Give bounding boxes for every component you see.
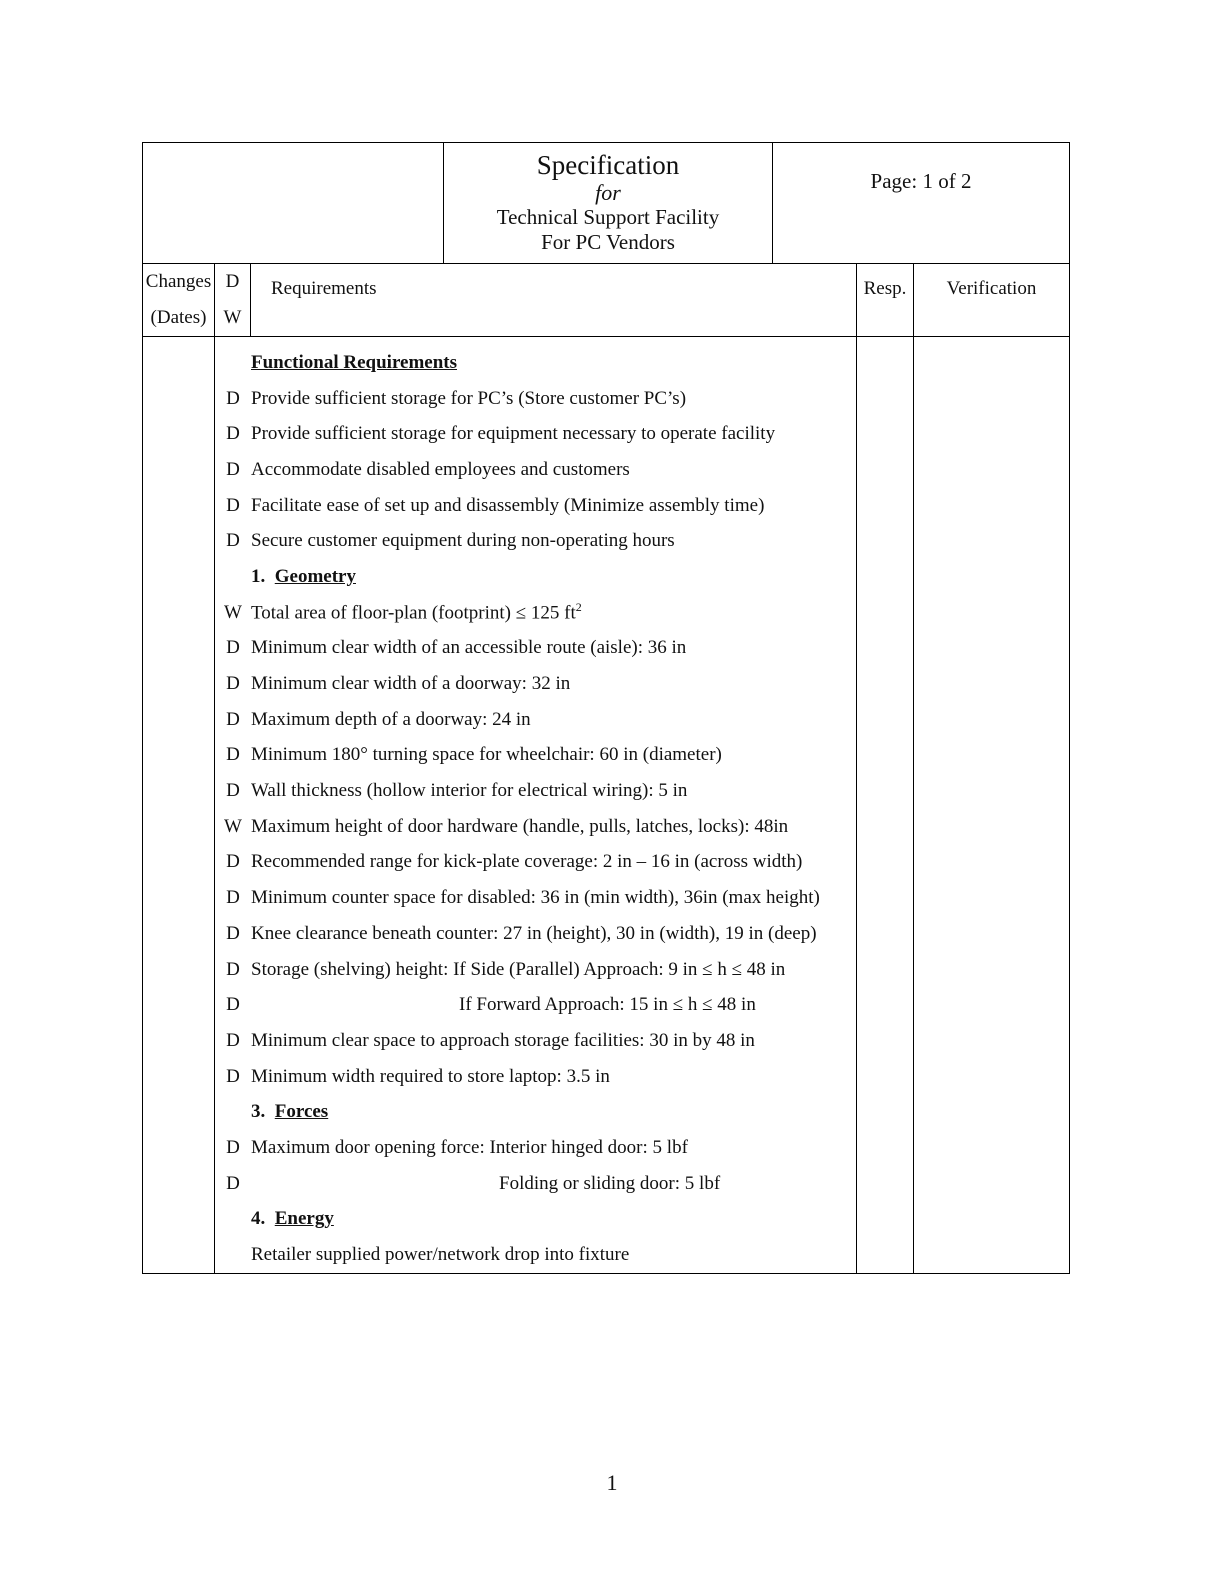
requirement-row — [215, 845, 856, 881]
section-number: 4. — [251, 1208, 275, 1230]
requirement-text — [251, 637, 856, 659]
requirement-row — [215, 1059, 856, 1095]
requirement-text — [251, 1066, 856, 1088]
dw-mark: W — [224, 815, 242, 837]
section-number: 1. — [251, 565, 275, 587]
requirement-text — [251, 459, 856, 481]
requirement-label: Minimum clear space to approach storage facilities: 30 in by 48 in — [251, 1029, 755, 1051]
requirement-text — [251, 1137, 856, 1159]
section-heading — [215, 1202, 856, 1238]
dw-mark: W — [224, 601, 242, 623]
dw-mark: D — [226, 530, 240, 552]
spec-header — [142, 142, 1070, 264]
superscript: 2 — [575, 600, 582, 615]
section-label: Functional Requirements — [251, 351, 458, 373]
requirement-row — [215, 809, 856, 845]
requirement-label: Storage (shelving) height: If Side (Parallel) Approach: 9 in ≤ h ≤ 48 in — [251, 958, 786, 980]
dw-mark: D — [226, 887, 240, 909]
section-heading — [215, 559, 856, 595]
header-blank-cell — [143, 143, 444, 263]
requirements-list — [215, 337, 856, 1273]
dw-mark: D — [226, 673, 240, 695]
spec-sheet — [142, 142, 1070, 1274]
requirement-label: Minimum clear width of a doorway: 32 in — [251, 673, 571, 695]
col-w-label: W — [223, 307, 242, 328]
requirements-column — [215, 337, 857, 1273]
requirement-label: Total area of floor-plan (footprint) ≤ 125 ft — [251, 602, 576, 624]
dw-mark: D — [226, 851, 240, 873]
requirement-label: Folding or sliding door: 5 lbf — [499, 1172, 721, 1194]
dw-mark: D — [226, 958, 240, 980]
resp-column — [857, 337, 914, 1273]
col-changes-header — [143, 264, 215, 336]
dw-mark: D — [226, 744, 240, 766]
requirement-row — [215, 488, 856, 524]
column-headers — [142, 264, 1070, 337]
requirement-text — [251, 1030, 856, 1052]
requirements-body — [142, 337, 1070, 1274]
requirement-text — [251, 994, 856, 1016]
requirement-row — [215, 880, 856, 916]
section-heading — [215, 345, 856, 381]
dw-mark: D — [226, 1065, 240, 1087]
dw-mark: D — [226, 1029, 240, 1051]
requirement-row — [215, 416, 856, 452]
requirement-label: Maximum height of door hardware (handle, pulls, latches, locks): 48in — [251, 815, 789, 837]
requirement-row — [215, 381, 856, 417]
dw-mark: D — [226, 1172, 240, 1194]
spec-subtitle-2: For PC Vendors — [541, 230, 675, 254]
requirement-label: Secure customer equipment during non-operating hours — [251, 530, 675, 552]
requirement-text — [251, 600, 856, 624]
dw-mark: D — [226, 780, 240, 802]
requirement-label: Provide sufficient storage for equipment necessary to operate facility — [251, 423, 776, 445]
requirement-text — [251, 959, 856, 981]
requirement-label: Minimum counter space for disabled: 36 in (min width), 36in (max height) — [251, 887, 820, 909]
requirement-row — [215, 773, 856, 809]
section-number: 3. — [251, 1101, 275, 1123]
dw-mark: D — [226, 387, 240, 409]
requirement-label: Minimum width required to store laptop: 3.5 in — [251, 1065, 610, 1087]
requirement-text — [251, 816, 856, 838]
requirement-label: Provide sufficient storage for PC’s (Store customer PC’s) — [251, 387, 687, 409]
requirement-label: Minimum 180° turning space for wheelchair: 60 in (diameter) — [251, 744, 722, 766]
section-heading — [215, 1094, 856, 1130]
requirement-row — [215, 631, 856, 667]
requirement-label: Minimum clear width of an accessible route (aisle): 36 in — [251, 637, 687, 659]
requirement-text — [251, 530, 856, 552]
requirement-text — [251, 887, 856, 909]
dw-mark: D — [226, 423, 240, 445]
requirement-label: Recommended range for kick-plate coverage: 2 in – 16 in (across width) — [251, 851, 803, 873]
section-label: Energy — [274, 1208, 334, 1230]
requirement-row — [215, 1166, 856, 1202]
section-title — [251, 1208, 856, 1230]
requirement-row — [215, 952, 856, 988]
requirement-row — [215, 452, 856, 488]
dw-mark: D — [226, 922, 240, 944]
requirement-label: Maximum depth of a doorway: 24 in — [251, 708, 531, 730]
requirement-label: Knee clearance beneath counter: 27 in (height), 30 in (width), 19 in (deep) — [251, 922, 817, 944]
section-title — [251, 566, 856, 588]
requirement-label: Maximum door opening force: Interior hinged door: 5 lbf — [251, 1136, 688, 1158]
requirement-row — [215, 1023, 856, 1059]
dw-mark: D — [226, 637, 240, 659]
col-resp-header: Resp. — [857, 264, 914, 336]
requirement-text — [251, 709, 856, 731]
dw-mark: D — [226, 994, 240, 1016]
requirement-text — [251, 744, 856, 766]
requirement-text — [251, 673, 856, 695]
verification-column — [914, 337, 1069, 1273]
requirement-row — [215, 595, 856, 631]
requirement-row — [215, 523, 856, 559]
requirement-text — [251, 388, 856, 410]
requirement-text — [251, 923, 856, 945]
col-changes-label: Changes — [145, 271, 212, 292]
requirement-label: If Forward Approach: 15 in ≤ h ≤ 48 in — [459, 994, 756, 1016]
header-title-cell — [444, 143, 773, 263]
requirement-row — [215, 1130, 856, 1166]
dw-mark: D — [226, 494, 240, 516]
requirement-row — [215, 1237, 856, 1273]
page-number: 1 — [606, 1470, 618, 1495]
changes-column — [143, 337, 215, 1273]
dw-mark: D — [226, 708, 240, 730]
requirement-row — [215, 738, 856, 774]
requirement-text — [251, 1173, 856, 1195]
page-indicator: Page: 1 of 2 — [870, 169, 972, 193]
dw-mark: D — [226, 458, 240, 480]
spec-for: for — [595, 180, 621, 205]
col-d-label: D — [225, 271, 240, 292]
requirement-row — [215, 666, 856, 702]
spec-subtitle-1: Technical Support Facility — [496, 205, 720, 229]
section-title — [251, 1101, 856, 1123]
requirement-label: Accommodate disabled employees and customers — [251, 458, 630, 480]
requirement-label: Wall thickness (hollow interior for electrical wiring): 5 in — [251, 780, 688, 802]
requirement-text — [251, 423, 856, 445]
requirement-text — [251, 851, 856, 873]
requirement-text — [251, 495, 856, 517]
requirement-text — [251, 780, 856, 802]
col-requirements-header: Requirements — [251, 264, 857, 336]
dw-mark: D — [226, 1136, 240, 1158]
col-dates-label: (Dates) — [150, 307, 207, 328]
section-label: Geometry — [274, 565, 356, 587]
requirement-text — [251, 1244, 856, 1266]
col-dw-header — [215, 264, 251, 336]
col-verification-header: Verification — [946, 278, 1037, 299]
section-label: Forces — [274, 1101, 329, 1123]
requirement-row — [215, 916, 856, 952]
requirement-row — [215, 987, 856, 1023]
section-title — [251, 352, 856, 374]
spec-title: Specification — [536, 150, 680, 180]
header-page-cell — [773, 143, 1069, 263]
requirement-label: Facilitate ease of set up and disassembly (Minimize assembly time) — [251, 494, 765, 516]
requirement-row — [215, 702, 856, 738]
requirement-label: Retailer supplied power/network drop into fixture — [251, 1244, 630, 1266]
